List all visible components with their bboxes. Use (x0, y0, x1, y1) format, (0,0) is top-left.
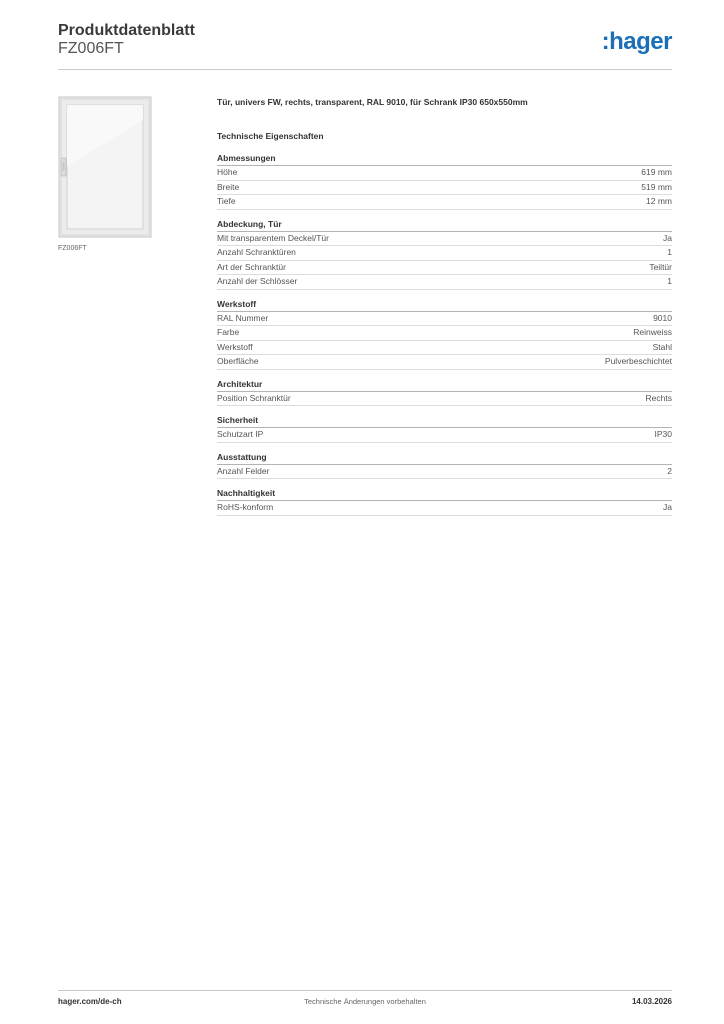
property-label: Mit transparentem Deckel/Tür (217, 232, 329, 243)
property-row-transparent-cover (217, 232, 672, 247)
property-value: Ja (663, 502, 672, 512)
section-title: Abmessungen (217, 152, 672, 166)
property-value: 519 mm (641, 181, 672, 192)
section-title: Nachhaltigkeit (217, 487, 672, 501)
website-link[interactable]: hager.com/de-ch (58, 997, 122, 1006)
section-title: Werkstoff (217, 298, 672, 312)
property-value: 1 (667, 276, 672, 286)
section-equipment (217, 451, 672, 480)
property-value: Teiltür (649, 261, 672, 272)
section-title: Sicherheit (217, 414, 672, 428)
page-header (58, 20, 672, 69)
property-value: Stahl (652, 341, 672, 352)
property-label: Höhe (217, 167, 238, 177)
property-row-ral-number (217, 312, 672, 327)
page-footer (58, 997, 672, 1011)
section-safety (217, 414, 672, 443)
property-row-depth (217, 195, 672, 210)
property-label: Position Schranktür (217, 392, 291, 403)
section-architecture (217, 378, 672, 407)
property-row-field-count (217, 465, 672, 480)
section-title: Abdeckung, Tür (217, 218, 672, 232)
property-label: Anzahl Felder (217, 465, 270, 476)
footer-date: 14.03.2026 (631, 997, 672, 1006)
property-value: IP30 (654, 429, 672, 439)
property-label: Oberfläche (217, 356, 259, 366)
property-row-door-position (217, 392, 672, 407)
property-label: Breite (217, 181, 240, 192)
product-description: Tür, univers FW, rechts, transparent, RAL 9010, für Schrank IP30 650x550mm (217, 97, 528, 107)
header-divider (58, 69, 672, 70)
property-value: 12 mm (646, 196, 672, 206)
product-details (217, 94, 672, 516)
property-value: 1 (667, 247, 672, 257)
property-value: 619 mm (641, 167, 672, 177)
section-dimensions (217, 152, 672, 210)
product-code: FZ006FT (58, 40, 124, 57)
section-title: Architektur (217, 378, 672, 392)
section-sustainability (217, 487, 672, 516)
property-value: 2 (667, 465, 672, 476)
footer-divider (58, 990, 672, 991)
property-value: Ja (663, 232, 672, 243)
property-row-door-type (217, 261, 672, 276)
property-label: Werkstoff (217, 341, 253, 352)
property-label: Tiefe (217, 196, 236, 206)
property-label: Anzahl der Schlösser (217, 276, 298, 286)
footer-notice: Technische Änderungen vorbehalten (304, 997, 426, 1006)
document-title: Produktdatenblatt (58, 22, 195, 39)
property-row-color (217, 326, 672, 341)
property-row-ip-rating (217, 428, 672, 443)
transparent-door-icon (58, 96, 152, 238)
hager-logo: :hager (601, 28, 672, 55)
property-value: 9010 (653, 312, 672, 323)
property-label: RAL Nummer (217, 312, 269, 323)
property-value: Pulverbeschichtet (604, 356, 672, 366)
section-title: Ausstattung (217, 451, 672, 465)
property-label: Anzahl Schranktüren (217, 247, 296, 257)
property-value: Rechts (645, 392, 672, 403)
image-caption: FZ006FT (58, 245, 87, 252)
property-label: Farbe (217, 327, 240, 337)
property-value: Reinweiss (633, 327, 672, 337)
section-cover-door (217, 218, 672, 290)
property-row-width (217, 181, 672, 196)
property-label: Art der Schranktür (217, 261, 286, 272)
property-row-material (217, 341, 672, 356)
property-label: Schutzart IP (217, 429, 264, 439)
property-row-lock-count (217, 275, 672, 290)
property-label: RoHS-konform (217, 502, 274, 512)
technical-properties-heading: Technische Eigenschaften (217, 131, 324, 141)
property-row-door-count (217, 246, 672, 261)
section-material (217, 298, 672, 370)
property-row-surface (217, 355, 672, 370)
property-row-height (217, 166, 672, 181)
property-row-rohs (217, 501, 672, 516)
